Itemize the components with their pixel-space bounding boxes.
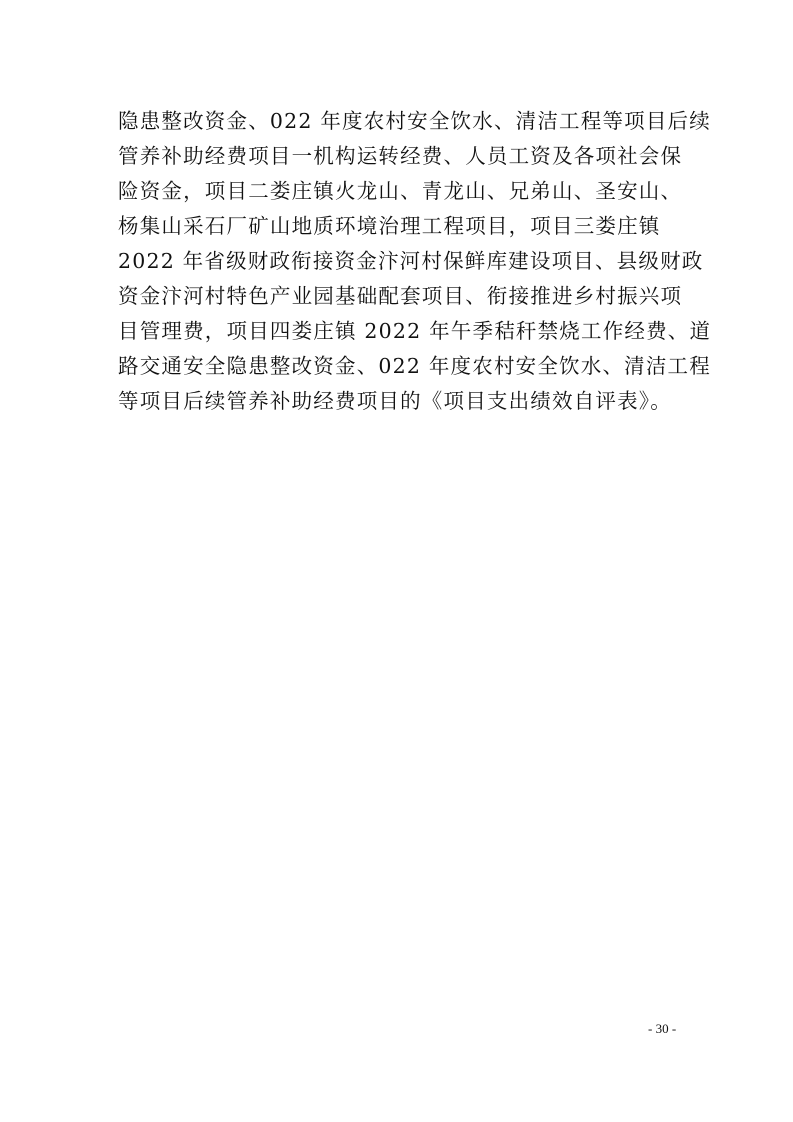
paragraph-line: 2022 年省级财政衔接资金汴河村保鲜库建设项目、县级财政: [118, 249, 704, 273]
body-paragraph: [118, 104, 712, 419]
paragraph-line: 资金汴河村特色产业园基础配套项目、衔接推进乡村振兴项: [118, 284, 683, 308]
paragraph-line: 杨集山采石厂矿山地质环境治理工程项目，项目三娄庄镇: [118, 214, 661, 238]
paragraph-line: 等项目后续管养补助经费项目的《项目支出绩效自评表》。: [118, 389, 672, 413]
page-number: - 30 -: [648, 1021, 677, 1036]
paragraph-line: 管养补助经费项目一机构运转经费、人员工资及各项社会保: [118, 144, 683, 168]
paragraph-line: 隐患整改资金、022 年度农村安全饮水、清洁工程等项目后续: [118, 109, 711, 133]
paragraph-line: 目管理费，项目四娄庄镇 2022 年午季秸秆禁烧工作经费、道: [118, 319, 712, 343]
paragraph-line: 路交通安全隐患整改资金、022 年度农村安全饮水、清洁工程: [118, 354, 711, 378]
paragraph-line: 险资金，项目二娄庄镇火龙山、青龙山、兄弟山、圣安山、: [118, 179, 683, 203]
